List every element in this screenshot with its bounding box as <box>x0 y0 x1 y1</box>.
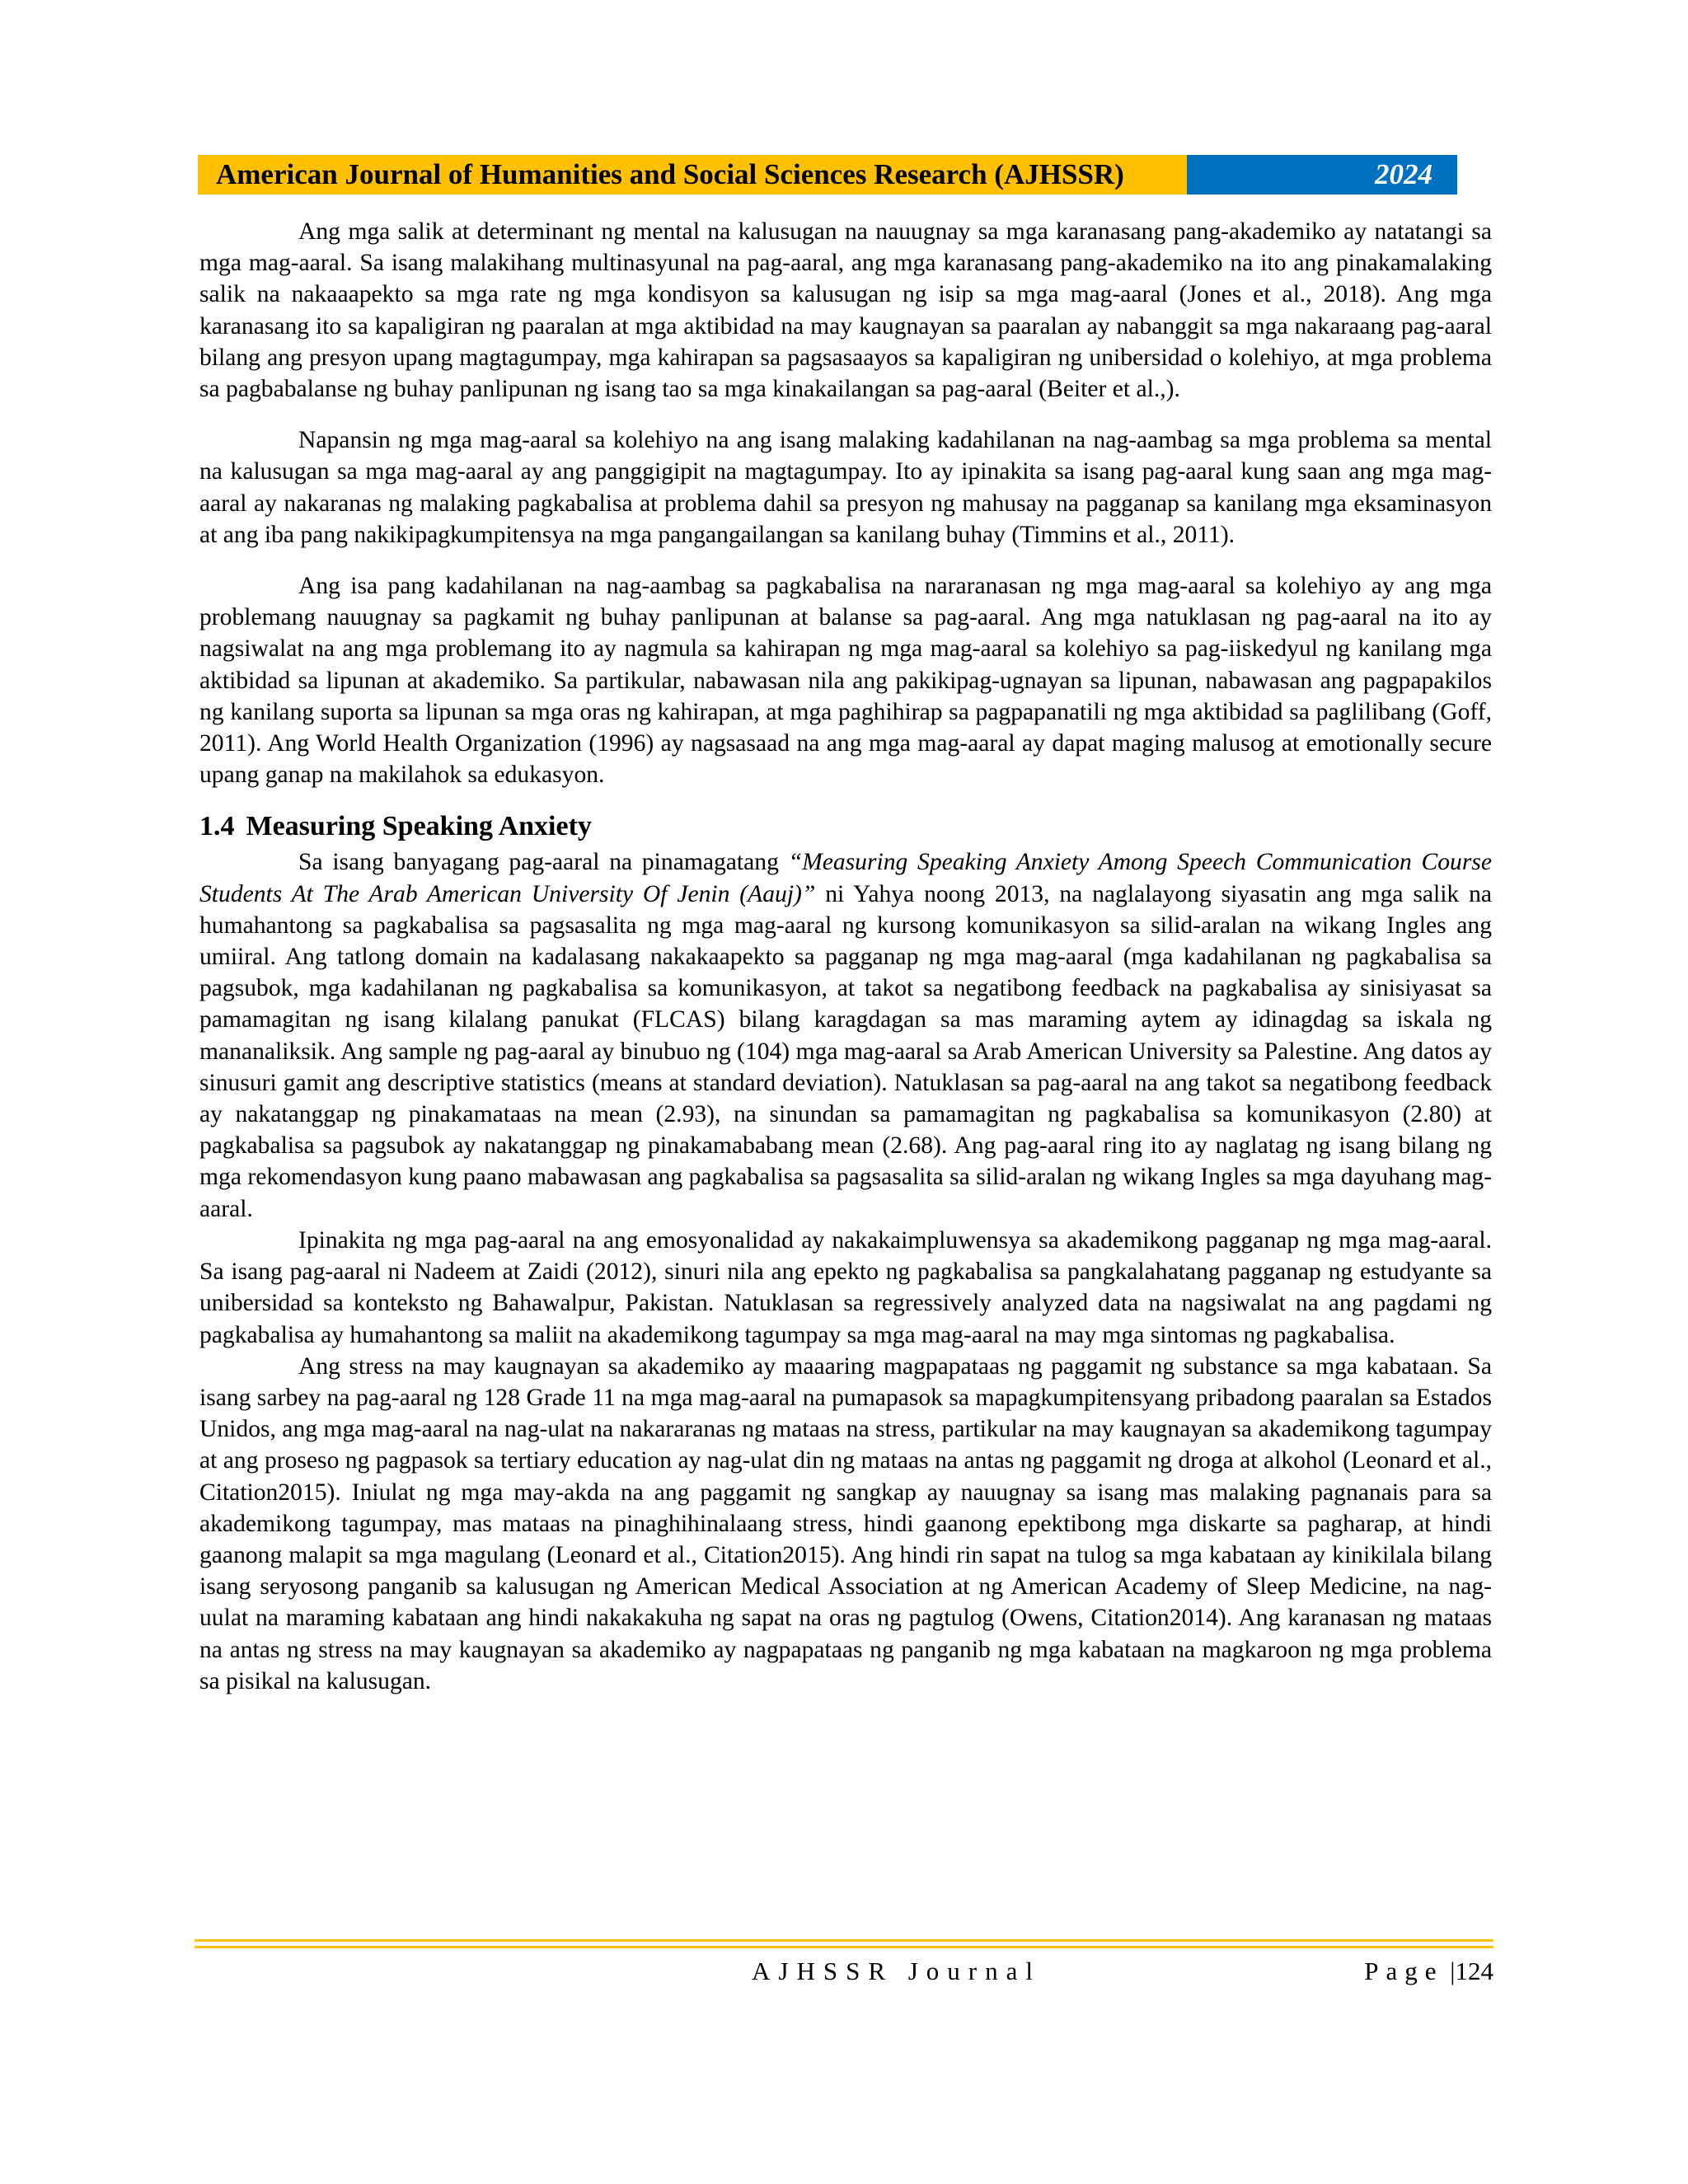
paragraph-3: Ang isa pang kadahilanan na nag-aambag sa pagkabalisa na nararanasan ng mga mag-aaral sa kolehiyo ay ang mga problemang nauugnay sa pagkamit ng buhay panlipunan at balanse sa pag-aaral. Ang mga natuklasan ng pag-aaral na ito ay nagsiwalat na ang mga problemang ito ay nagmula sa kahirapan ng mga mag-aaral sa kolehiyo sa pag-iiskedyul ng kanilang mga aktibidad sa lipunan at akademiko. Sa partikular, nabawasan nila ang pakikipag-ugnayan sa lipunan, nabawasan ang pagpapakilos ng kanilang suporta sa lipunan sa mga oras ng kahirapan, at mga paghihirap sa pagpapanatili ng mga aktibidad sa paglilibang (Goff, 2011). Ang World Health Organization (1996) ay nagsasaad na ang mga mag-aaral ay dapat maging malusog at emotionally secure upang ganap na makilahok sa edukasyon. <box>199 573 1492 789</box>
page-number: 124 <box>1455 1957 1493 1985</box>
cited-study-title: “Measuring Speaking Anxiety Among Speech Communication Course Students At The Arab American University Of Jenin (Aauj)” <box>199 849 1492 907</box>
page-label: Page <box>1364 1957 1444 1985</box>
paragraph-1: Ang mga salik at determinant ng mental na kalusugan na nauugnay sa mga karanasang pang-akademiko ay natatangi sa mga mag-aaral. Sa isang malakihang multinasyunal na pag-aaral, ang mga karanasang pang-akademiko na ito ang pinakamalaking salik na nakaaapekto sa mga rate ng mga kondisyon sa kalusugan ng isip sa mga mag-aaral (Jones et al., 2018). Ang mga karanasang ito sa kapaligiran ng paaralan at mga aktibidad na may kaugnayan sa paaralan ay nabanggit sa mga nakaraang pag-aaral bilang ang presyon upang magtagumpay, mga kahirapan sa pagsasaayos sa kapaligiran ng unibersidad o kolehiyo, at mga problema sa pagbabalanse ng buhay panlipunan ng isang tao sa mga kinakailangan sa pag-aaral (Beiter et al.,). <box>199 218 1492 403</box>
paragraph-2: Napansin ng mga mag-aaral sa kolehiyo na ang isang malaking kadahilanan na nag-aambag sa mga problema sa mental na kalusugan sa mga mag-aaral ay ang panggigipit na magtagumpay. Ito ay ipinakita sa isang pag-aaral kung saan ang mga mag-aaral ay nakaranas ng malaking pagkabalisa at problema dahil sa presyon ng mahusay na pagganap sa kanilang mga eksaminasyon at ang iba pang nakikipagkumpitensya na mga pangangailangan sa kanilang buhay (Timmins et al., 2011). <box>199 427 1492 548</box>
paragraph-5: Ipinakita ng mga pag-aaral na ang emosyonalidad ay nakakaimpluwensya sa akademikong pagganap ng mga mag-aaral. Sa isang pag-aaral ni Nadeem at Zaidi (2012), sinuri nila ang epekto ng pagkabalisa sa pangkalahatang pagganap ng estudyante sa unibersidad sa konteksto ng Bahawalpur, Pakistan. Natuklasan sa regressively analyzed data na nagsiwalat na ang pagdami ng pagkabalisa ay humahantong sa maliit na akademikong tagumpay sa mga mag-aaral na may mga sintomas ng pagkabalisa. <box>199 1226 1492 1348</box>
paragraph-6: Ang stress na may kaugnayan sa akademiko ay maaaring magpapataas ng paggamit ng substance sa mga kabataan. Sa isang sarbey na pag-aaral ng 128 Grade 11 na mga mag-aaral na pumapasok sa mapagkumpitensyang pribadong paaralan sa Estados Unidos, ang mga mag-aaral na nag-ulat na nakararanas ng mataas na stress, partikular na may kaugnayan sa akademikong tagumpay at ang proseso ng pagpasok sa tertiary education ay nag-ulat din ng mataas na antas ng paggamit ng droga at alkohol (Leonard et al., Citation2015). Iniulat ng mga may-akda na ang paggamit ng sangkap ay nauugnay sa isang mas malaking pagnanais para sa akademikong tagumpay, mas mataas na pinaghihinalaang stress, hindi gaanong epektibong mga diskarte sa pagharap, at hindi gaanong malapit sa mga magulang (Leonard et al., Citation2015). Ang hindi rin sapat na tulog sa mga kabataan ay kinikilala bilang isang seryosong panganib sa kalusugan ng American Medical Association at ng American Academy of Sleep Medicine, na nag-uulat na maraming kabataan ang hindi nakakakuha ng sapat na oras ng pagtulog (Owens, Citation2014). Ang karanasan ng mataas na antas ng stress na may kaugnayan sa akademiko ay nagpapataas ng panganib ng mga kabataan na magkaroon ng mga problema sa pisikal na kalusugan. <box>199 1352 1492 1694</box>
section-number: 1.4 <box>199 811 235 842</box>
page-separator: | <box>1450 1957 1456 1985</box>
section-heading <box>199 810 1492 843</box>
footer-journal-name: AJHSSR Journal <box>752 1957 1042 1985</box>
paragraph-4-intro: Sa isang banyagang pag-aaral na pinamagatang <box>298 849 789 876</box>
footer-divider <box>195 1939 1493 1948</box>
journal-year: 2024 <box>1187 155 1457 194</box>
journal-title: American Journal of Humanities and Social Sciences Research (AJHSSR) <box>198 155 1187 194</box>
footer-page-info <box>1364 1957 1493 1986</box>
section-title: Measuring Speaking Anxiety <box>246 811 592 842</box>
paragraph-4 <box>199 846 1492 1224</box>
journal-header <box>198 155 1457 194</box>
paragraph-4-body: ni Yahya noong 2013, na naglalayong siyasatin ang mga salik na humahantong sa pagkabalisa sa pagsasalita ng mga mag-aaral ng kursong komunikasyon sa silid-aralan na wikang Ingles ang umiiral. Ang tatlong domain na kadalasang nakakaapekto sa pagganap ng mga mag-aaral (mga kadahilanan ng pagkabalisa sa pagsubok, mga kadahilanan ng pagkabalisa sa komunikasyon, at takot sa negatibong feedback na pagkabalisa ay sinisiyasat sa pamamagitan ng isang kilalang panukat (FLCAS) bilang karagdagan sa mas maraming aytem ay idinagdag sa iskala ng mananaliksik. Ang sample ng pag-aaral ay binubuo ng (104) mga mag-aaral sa Arab American University sa Palestine. Ang datos ay sinusuri gamit ang descriptive statistics (means at standard deviation). Natuklasan sa pag-aaral na ang takot sa negatibong feedback ay nakatanggap ng pinakamataas na mean (2.93), na sinundan sa pamamagitan ng pagkabalisa sa komunikasyon (2.80) at pagkabalisa sa pagsubok ay nakatanggap ng pinakamababang mean (2.68). Ang pag-aaral ring ito ay naglatag ng isang bilang ng mga rekomendasyon kung paano mabawasan ang pagkabalisa sa pagsasalita sa silid-aralan ng wikang Ingles sa mga dayuhang mag-aaral. <box>199 880 1493 1222</box>
article-body <box>199 216 1492 1697</box>
